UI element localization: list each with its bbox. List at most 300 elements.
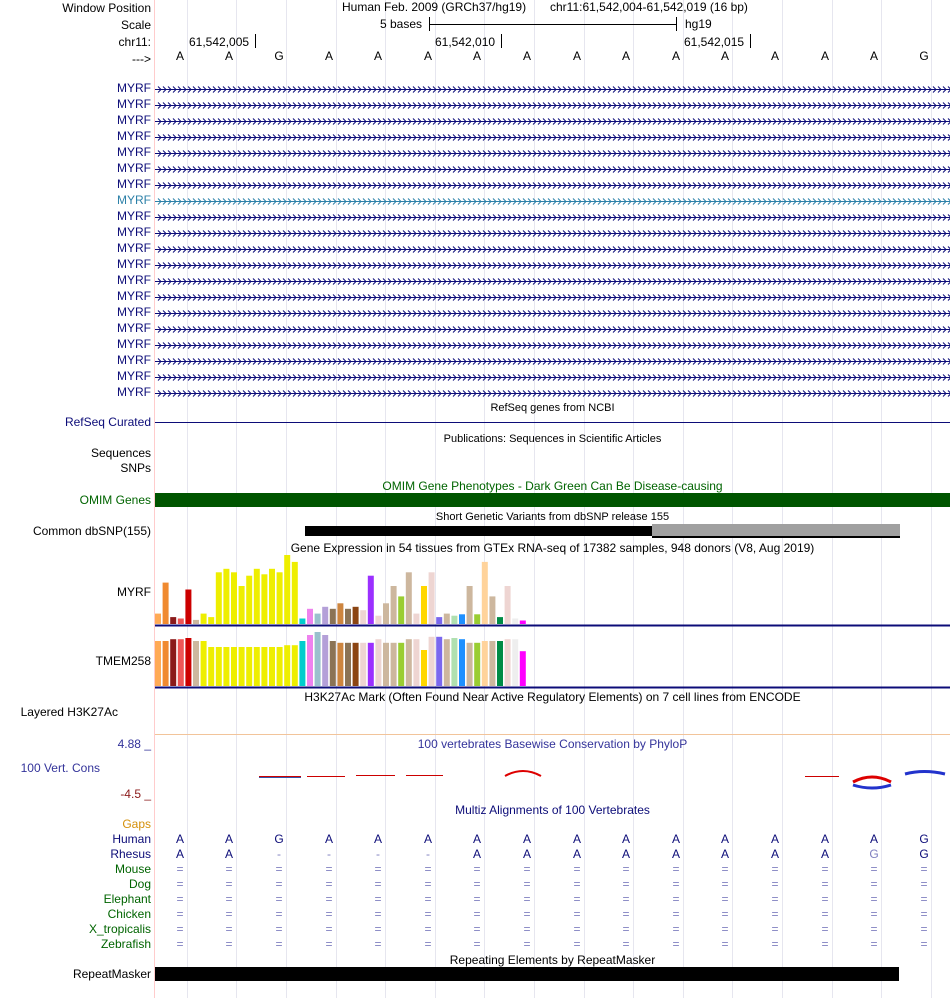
base-letter: A [324,49,333,63]
gtex-myrf-bar [239,586,245,624]
multiz-base: = [523,892,531,906]
multiz-base: = [771,937,779,951]
multiz-base: = [325,877,333,891]
multiz-base: - [426,847,430,861]
multiz-base: = [622,892,630,906]
multiz-base: = [424,937,432,951]
repeatmasker-element-bar[interactable] [155,967,899,981]
multiz-base: = [870,922,878,936]
multiz-base: = [275,877,283,891]
omim-label[interactable]: OMIM Genes [79,493,151,507]
gtex-myrf-bar [383,603,389,624]
multiz-base: = [176,907,184,921]
multiz-base: = [821,922,829,936]
multiz-base: = [672,892,680,906]
gencode-transcript[interactable] [155,162,950,176]
multiz-base: = [721,862,729,876]
gtex-tmem258-bar [512,639,518,686]
multiz-base: = [374,922,382,936]
multiz-base: = [721,907,729,921]
gtex-myrf-bar [155,614,161,624]
gtex-tmem258-bar [368,643,374,686]
gtex-myrf-label[interactable]: MYRF [117,585,151,599]
gencode-transcript[interactable] [155,274,950,288]
gtex-tmem258-bar [170,639,176,686]
multiz-base: = [275,937,283,951]
gencode-item-label[interactable]: MYRF [117,113,151,127]
multiz-base: = [275,922,283,936]
gencode-item-label[interactable]: MYRF [117,289,151,303]
base-letter: A [373,49,382,63]
multiz-base: = [573,937,581,951]
gencode-transcript[interactable] [155,290,950,304]
gencode-transcript[interactable] [155,226,950,240]
multiz-base: = [176,877,184,891]
multiz-species-label[interactable]: Dog [128,877,151,891]
gencode-transcript[interactable] [155,146,950,160]
multiz-base: = [473,862,481,876]
base-letter: A [175,49,184,63]
gtex-myrf-bar [497,617,503,624]
gencode-item-label[interactable]: MYRF [117,225,151,239]
gtex-tmem258-bar [444,639,450,686]
multiz-base: = [225,877,233,891]
multiz-base: = [870,907,878,921]
coord-tick-2 [501,34,502,48]
gtex-myrf-bar [375,616,381,624]
gtex-tmem258-bar [254,647,260,686]
multiz-species-label[interactable]: Human [112,832,151,846]
gtex-myrf-bar [505,586,511,624]
multiz-base: = [771,877,779,891]
dbsnp-variant-bar-grey[interactable] [652,524,900,538]
gencode-transcript[interactable] [155,338,950,352]
multiz-base: = [225,862,233,876]
gencode-transcript[interactable] [155,210,950,224]
omim-gene-bar[interactable] [155,493,950,507]
gencode-transcript[interactable] [155,130,950,144]
multiz-base: = [672,907,680,921]
gtex-myrf-bar [459,614,465,624]
gtex-myrf-bar [368,576,374,624]
multiz-species-label[interactable]: Elephant [103,892,151,906]
multiz-base: = [870,892,878,906]
coord-label-2: 61,542,010 [435,35,496,49]
gtex-tmem258-bar [467,643,473,686]
multiz-base: = [920,892,928,906]
multiz-base: = [672,937,680,951]
gencode-transcript[interactable] [155,258,950,272]
gencode-item-label[interactable]: MYRF [117,385,151,399]
multiz-base: = [225,892,233,906]
multiz-base: A [720,832,729,846]
gtex-myrf-bar [299,619,305,625]
multiz-base: = [870,937,878,951]
multiz-base: = [424,877,432,891]
multiz-base: = [920,907,928,921]
multiz-base: = [622,907,630,921]
multiz-base: = [672,862,680,876]
phylop-mark [505,771,541,776]
multiz-base: A [671,847,680,861]
multiz-base: = [622,922,630,936]
gtex-tmem258-bar [239,647,245,686]
phylop-track-title: 100 vertebrates Basewise Conservation by PhyloP [417,737,688,751]
multiz-base: = [920,922,928,936]
coord-label-1: 61,542,005 [189,35,250,49]
multiz-base: = [523,862,531,876]
scale-bar-right-tick [676,17,677,31]
gtex-tmem258-bar [406,639,412,686]
gtex-tmem258-bar [474,643,480,686]
gtex-myrf-bar [474,614,480,624]
multiz-species-label[interactable]: Rhesus [110,847,151,861]
gtex-myrf-bar [337,603,343,624]
multiz-base: A [472,832,481,846]
coord-label-3: 61,542,015 [684,35,745,49]
gtex-tmem258-bar [322,635,328,686]
refseq-label[interactable]: RefSeq Curated [64,415,151,429]
dbsnp-track-title: Short Genetic Variants from dbSNP release 155 [435,511,670,523]
gtex-myrf-bar [330,609,336,624]
multiz-base: = [821,937,829,951]
multiz-base: A [770,847,779,861]
gencode-transcript[interactable] [155,114,950,128]
gtex-tmem258-bar [231,647,237,686]
gtex-tmem258-bar [185,638,191,686]
multiz-base: G [919,832,929,846]
gencode-item-label[interactable]: MYRF [117,273,151,287]
base-letter: A [472,49,481,63]
gtex-myrf-bar [277,572,283,624]
multiz-base: = [672,877,680,891]
gtex-myrf-bar [444,614,450,624]
track-area[interactable] [155,0,950,998]
multiz-base: = [721,937,729,951]
base-letter: G [274,49,284,63]
multiz-base: = [821,892,829,906]
gtex-tmem258-bar [277,647,283,686]
gencode-transcript[interactable] [155,322,950,336]
gtex-tmem258-bar [429,637,435,686]
multiz-base: = [821,907,829,921]
gtex-myrf-bar [216,572,222,624]
gencode-item-label[interactable]: MYRF [117,129,151,143]
multiz-base: = [275,907,283,921]
base-letter: A [224,49,233,63]
gencode-transcript[interactable] [155,178,950,192]
base-letter: A [720,49,729,63]
sequences-label[interactable]: Sequences [90,446,151,460]
gtex-tmem258-bar [497,641,503,686]
publications-track-title: Publications: Sequences in Scientific Articles [443,433,662,445]
base-letter: A [671,49,680,63]
h3k27ac-track-title: H3K27Ac Mark (Often Found Near Active Regulatory Elements) on 7 cell lines from ENCODE [304,690,801,704]
gencode-transcript[interactable] [155,98,950,112]
omim-track-title: OMIM Gene Phenotypes - Dark Green Can Be Disease-causing [382,479,723,493]
gtex-myrf-bar [193,620,199,624]
gtex-tmem258-bar [505,639,511,686]
gencode-item-label[interactable]: MYRF [117,353,151,367]
gencode-transcript[interactable] [155,82,950,96]
multiz-base: A [671,832,680,846]
gencode-transcript[interactable] [155,370,950,384]
multiz-base: A [324,832,333,846]
multiz-species-label[interactable]: Zebrafish [100,937,151,951]
window-position-label: Window Position [62,1,151,15]
multiz-base: A [522,832,531,846]
gencode-item-label[interactable]: MYRF [117,257,151,271]
multiz-base: A [820,832,829,846]
gencode-item-label[interactable]: MYRF [117,305,151,319]
gtex-myrf-bar [269,569,275,624]
gencode-transcript[interactable] [155,354,950,368]
multiz-base: = [176,892,184,906]
base-letter: A [869,49,878,63]
gtex-tmem258-bar [201,641,207,686]
multiz-base: = [821,877,829,891]
multiz-base: = [275,862,283,876]
gencode-item-label[interactable]: MYRF [117,209,151,223]
gtex-myrf-bar [170,617,176,624]
gtex-myrf-bar [178,619,184,625]
phylop-track-label[interactable]: 100 Vert. Cons [20,761,100,775]
gtex-tmem258-bar [520,651,526,686]
gtex-tmem258-label[interactable]: TMEM258 [95,654,151,668]
gtex-tmem258-bar [284,645,290,686]
multiz-base: A [621,847,630,861]
gaps-label: Gaps [122,817,151,831]
phylop-mark [853,777,891,782]
gtex-tmem258-bar [436,637,442,686]
gtex-myrf-bar [512,619,518,625]
multiz-base: - [327,847,331,861]
multiz-base: = [473,877,481,891]
gtex-myrf-bar [223,569,229,624]
phylop-max-label: 4.88 _ [117,737,151,751]
multiz-base: = [622,862,630,876]
multiz-base: = [920,937,928,951]
refseq-gene-line[interactable] [155,422,950,423]
multiz-base: = [771,922,779,936]
gtex-myrf-bar [421,586,427,624]
gencode-transcript[interactable] [155,306,950,320]
base-letter: G [919,49,929,63]
gtex-myrf-bar [292,562,298,624]
gtex-tmem258-bar [208,647,214,686]
multiz-base: = [573,892,581,906]
gencode-item-label[interactable]: MYRF [117,97,151,111]
gtex-myrf-bar [345,609,351,624]
dbsnp-variant-bar[interactable] [305,526,652,536]
multiz-base: = [771,907,779,921]
refseq-track-title: RefSeq genes from NCBI [490,402,615,414]
gencode-item-label[interactable]: MYRF [117,161,151,175]
multiz-base: = [721,892,729,906]
multiz-base: = [374,862,382,876]
gtex-myrf-bar [391,586,397,624]
gencode-transcript[interactable] [155,194,950,208]
scale-text: 5 bases [380,17,423,31]
gencode-item-label[interactable]: MYRF [117,193,151,207]
gtex-myrf-bar [360,610,366,624]
multiz-base: = [374,937,382,951]
multiz-base: = [176,937,184,951]
gtex-myrf-bar [322,607,328,624]
multiz-base: = [176,922,184,936]
gtex-myrf-bar [467,586,473,624]
gtex-myrf-bar [208,617,214,624]
chrom-label: chr11: [118,35,151,49]
base-letter: A [572,49,581,63]
coord-tick-1 [255,34,256,48]
gtex-tmem258-bar [299,641,305,686]
multiz-base: = [424,922,432,936]
gtex-myrf-bar [429,572,435,624]
multiz-base: A [224,832,233,846]
multiz-base: = [473,892,481,906]
gencode-item-label[interactable]: MYRF [117,241,151,255]
gencode-transcript[interactable] [155,386,950,400]
h3k27ac-label[interactable]: Layered H3K27Ac [20,705,118,719]
gencode-item-label[interactable]: MYRF [117,177,151,191]
multiz-base: = [523,922,531,936]
gtex-tmem258-bar [360,643,366,686]
phylop-min-label: -4.5 _ [120,787,151,801]
multiz-base: = [325,937,333,951]
multiz-base: = [374,907,382,921]
multiz-base: = [374,892,382,906]
multiz-base: = [325,862,333,876]
multiz-base: = [325,907,333,921]
phylop-plot[interactable] [155,760,950,795]
base-letter: A [423,49,432,63]
gencode-transcript[interactable] [155,242,950,256]
gtex-tmem258-bar [315,632,321,686]
gtex-myrf-bar [436,617,442,624]
base-letter: A [621,49,630,63]
gtex-myrf-bar [520,621,526,625]
gtex-myrf-bar [231,572,237,624]
multiz-base: = [473,937,481,951]
multiz-base: A [572,832,581,846]
multiz-base: = [622,877,630,891]
multiz-base: = [870,877,878,891]
gtex-tmem258-bar [421,650,427,686]
multiz-base: A [472,847,481,861]
multiz-base: = [225,922,233,936]
gtex-tmem258-bar [383,643,389,686]
multiz-base: = [771,892,779,906]
base-letter: A [820,49,829,63]
multiz-base: = [473,922,481,936]
multiz-base: = [920,862,928,876]
gtex-myrf-bar [163,583,169,624]
gtex-tmem258-bar [391,643,397,686]
gtex-myrf-bar [353,607,359,624]
gencode-item-label[interactable]: MYRF [117,145,151,159]
common-dbsnp-label[interactable]: Common dbSNP(155) [32,524,151,538]
repeatmasker-label[interactable]: RepeatMasker [72,967,151,981]
multiz-base: = [573,877,581,891]
multiz-base: = [523,907,531,921]
gtex-tmem258-bar [337,643,343,686]
multiz-base: A [175,832,184,846]
gtex-tmem258-bar [261,647,267,686]
multiz-base: G [274,832,284,846]
multiz-species-label[interactable]: Mouse [114,862,151,876]
coord-tick-3 [750,34,751,48]
gtex-myrf-bar [254,569,260,624]
position-text: chr11:61,542,004-61,542,019 (16 bp) [550,0,748,14]
gtex-tmem258-bar [155,641,161,686]
gencode-item-label[interactable]: MYRF [117,81,151,95]
gencode-item-label[interactable]: MYRF [117,369,151,383]
multiz-base: = [225,937,233,951]
gtex-track-title: Gene Expression in 54 tissues from GTEx RNA-seq of 17382 samples, 948 donors (V8, Aug 2019) [290,541,815,555]
gtex-myrf-bar [451,616,457,624]
gencode-item-label[interactable]: MYRF [117,337,151,351]
gtex-tmem258-bar [489,641,495,686]
multiz-base: = [771,862,779,876]
multiz-base: = [473,907,481,921]
gtex-tmem258-bar [163,641,169,686]
gtex-myrf-bar [489,596,495,624]
multiz-base: G [869,847,879,861]
multiz-base: A [770,832,779,846]
gtex-tmem258-bar [223,647,229,686]
gtex-chart[interactable] [155,555,950,690]
multiz-base: = [523,937,531,951]
gtex-tmem258-bar [330,641,336,686]
multiz-base: A [175,847,184,861]
multiz-species-label[interactable]: Chicken [107,907,151,921]
multiz-base: = [275,892,283,906]
multiz-base: G [919,847,929,861]
multiz-base: = [573,907,581,921]
gtex-tmem258-bar [482,641,488,686]
multiz-base: A [820,847,829,861]
multiz-base: = [325,922,333,936]
multiz-base: = [622,937,630,951]
gtex-myrf-bar [284,555,290,624]
phylop-mark [853,785,891,788]
gtex-tmem258-bar [398,643,404,686]
phylop-mark [905,772,945,775]
multiz-base: = [721,922,729,936]
gencode-item-label[interactable]: MYRF [117,321,151,335]
multiz-base: A [224,847,233,861]
snps-label[interactable]: SNPs [120,461,151,475]
multiz-base: = [672,922,680,936]
gtex-tmem258-bar [345,643,351,686]
multiz-base: A [423,832,432,846]
gtex-tmem258-bar [246,647,252,686]
gtex-myrf-bar [307,609,313,624]
gtex-tmem258-bar [451,638,457,686]
multiz-base: A [373,832,382,846]
gtex-tmem258-bar [413,639,419,686]
multiz-base: A [720,847,729,861]
gtex-tmem258-bar [269,647,275,686]
strand-label: ---> [132,52,151,66]
multiz-base: = [573,922,581,936]
multiz-base: = [821,862,829,876]
multiz-species-label[interactable]: X_tropicalis [88,922,151,936]
multiz-base: - [376,847,380,861]
repeatmasker-track-title: Repeating Elements by RepeatMasker [449,953,656,967]
base-letter: A [770,49,779,63]
